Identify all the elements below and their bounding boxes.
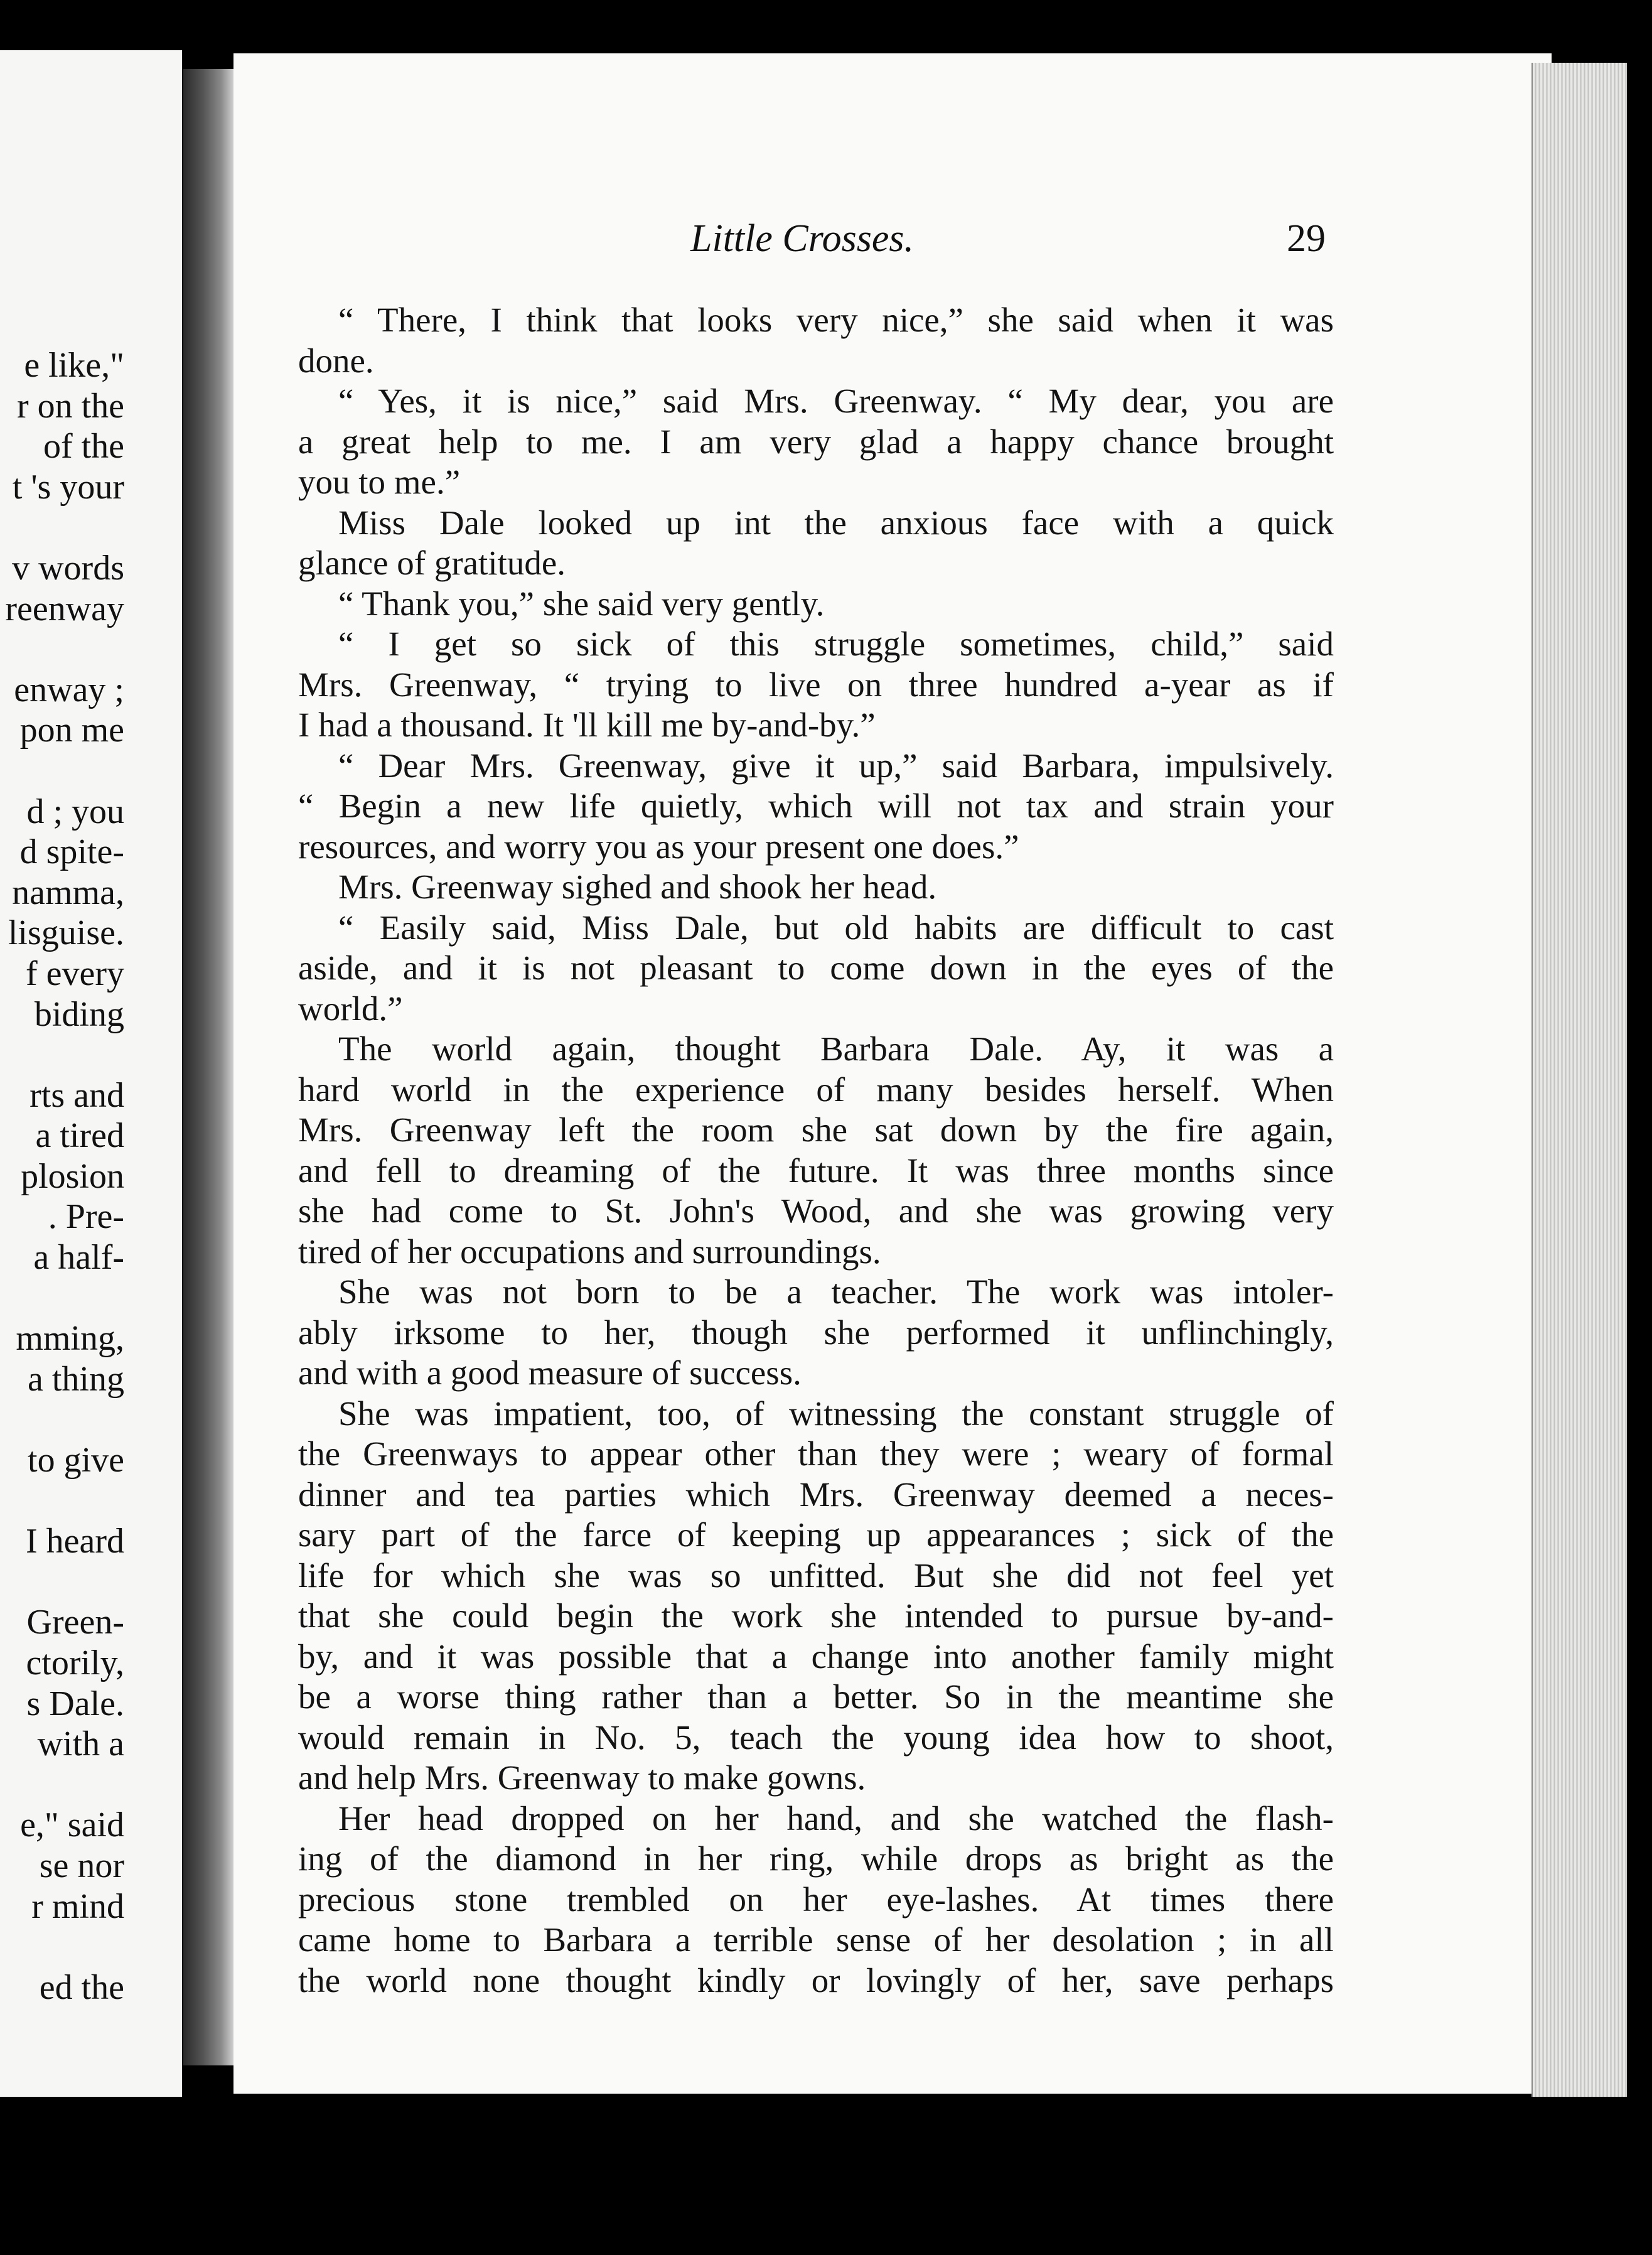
text-line: the Greenways to appear other than they were ; weary of formal	[298, 1434, 1334, 1473]
left-page-line: r on the	[16, 386, 124, 426]
left-page-line: namma,	[12, 873, 124, 912]
text-line: “ Dear Mrs. Greenway, give it up,” said Barbara, impulsively.	[338, 746, 1334, 785]
text-line: ably irksome to her, though she performed it unflinchingly,	[298, 1313, 1334, 1352]
left-page-line: f every	[25, 954, 124, 993]
running-header: Little Crosses.	[690, 217, 914, 260]
left-page-line: a thing	[28, 1359, 124, 1399]
left-page-text	[5, 345, 124, 2008]
text-line: precious stone trembled on her eye-lashes. At times there	[298, 1880, 1334, 1919]
text-line: “ I get so sick of this struggle sometimes, child,” said	[338, 625, 1334, 663]
text-line: “ Thank you,” she said very gently.	[338, 584, 825, 623]
text-line: done.	[298, 341, 374, 380]
text-line: resources, and worry you as your present one does.”	[298, 827, 1019, 866]
left-page-line: with a	[37, 1725, 124, 1764]
left-page-line	[5, 507, 124, 548]
left-page-line: e like,"	[24, 346, 124, 385]
text-line: ing of the diamond in her ring, while drops as bright as the	[298, 1839, 1334, 1878]
text-line: I had a thousand. It 'll kill me by-and-by.”	[298, 706, 876, 744]
page-edges	[1531, 63, 1627, 2097]
left-page-line: plosion	[21, 1156, 124, 1196]
left-page-line	[5, 1765, 124, 1806]
left-page-line: Green-	[26, 1603, 124, 1642]
left-page-line	[5, 751, 124, 792]
left-page-line: enway ;	[14, 670, 124, 709]
text-line: tired of her occupations and surroundings.	[298, 1232, 881, 1271]
left-page-line: mming,	[16, 1319, 124, 1359]
left-page-line: a half-	[33, 1238, 124, 1278]
left-page-line: v words	[12, 548, 124, 588]
text-line: and help Mrs. Greenway to make gowns.	[298, 1758, 866, 1797]
left-page-line: . Pre-	[48, 1197, 124, 1237]
left-page-line: lisguise.	[8, 913, 124, 953]
text-line: She was impatient, too, of witnessing the constant struggle of	[338, 1394, 1334, 1433]
text-line: Mrs. Greenway sighed and shook her head.	[338, 868, 937, 906]
left-page-line: d spite-	[19, 832, 124, 872]
left-page-line: e," said	[20, 1806, 124, 1845]
left-page-line: I heard	[25, 1522, 124, 1561]
left-page-line: r mind	[31, 1886, 124, 1926]
left-page-line: ed the	[39, 1967, 124, 2007]
left-page-line	[5, 1035, 124, 1075]
page-number: 29	[1287, 217, 1326, 260]
left-page-line: t 's your	[12, 467, 124, 507]
text-line: came home to Barbara a terrible sense of her desolation ; in all	[298, 1920, 1334, 1959]
text-line: by, and it was possible that a change into another family might	[298, 1637, 1334, 1676]
left-page-line	[5, 1927, 124, 1967]
left-page-line	[5, 1278, 124, 1319]
text-line: hard world in the experience of many besides herself. When	[298, 1070, 1334, 1109]
book-gutter	[183, 69, 233, 2065]
text-line: and fell to dreaming of the future. It was three months since	[298, 1151, 1334, 1190]
text-line: glance of gratitude.	[298, 544, 566, 582]
text-line: she had come to St. John's Wood, and she was growing very	[298, 1192, 1334, 1230]
text-line: you to me.”	[298, 463, 461, 501]
left-page-line: biding	[34, 994, 124, 1034]
left-page-line: of the	[43, 427, 124, 466]
left-page-line	[5, 1481, 124, 1522]
text-line: aside, and it is not pleasant to come down in the eyes of the	[298, 949, 1334, 987]
text-line: “ Yes, it is nice,” said Mrs. Greenway. “ My dear, you are	[338, 382, 1334, 420]
text-line: She was not born to be a teacher. The work was intoler-	[338, 1273, 1334, 1311]
left-page-line	[5, 1399, 124, 1440]
text-line: “ Easily said, Miss Dale, but old habits are difficult to cast	[338, 908, 1334, 947]
left-page-line: se nor	[39, 1846, 124, 1885]
body-text	[298, 300, 1334, 2001]
text-line: life for which she was so unfitted. But she did not feel yet	[298, 1556, 1334, 1595]
left-page-line: pon me	[19, 711, 124, 750]
text-line: a great help to me. I am very glad a happy chance brought	[298, 422, 1334, 461]
text-line: Miss Dale looked up int the anxious face with a quick	[338, 503, 1334, 542]
left-page-line: ctorily,	[26, 1644, 124, 1682]
left-page-line: d ; you	[26, 792, 124, 831]
left-page-line: reenway	[5, 589, 124, 628]
text-line: be a worse thing rather than a better. So in the meantime she	[298, 1677, 1334, 1716]
text-line: “ Begin a new life quietly, which will not tax and strain your	[298, 787, 1334, 825]
text-line: “ There, I think that looks very nice,” she said when it was	[338, 301, 1334, 339]
text-line: would remain in No. 5, teach the young idea how to shoot,	[298, 1718, 1334, 1757]
left-page-line: rts and	[30, 1075, 124, 1115]
left-page-line: s Dale.	[26, 1684, 124, 1723]
text-line: dinner and tea parties which Mrs. Greenway deemed a neces-	[298, 1475, 1334, 1514]
left-page-line	[5, 629, 124, 670]
left-page-line	[5, 1562, 124, 1603]
left-page	[0, 50, 182, 2097]
text-line: Her head dropped on her hand, and she watched the flash-	[338, 1799, 1334, 1838]
text-line: Mrs. Greenway left the room she sat down by the fire again,	[298, 1111, 1334, 1149]
text-line: Mrs. Greenway, “ trying to live on three hundred a-year as if	[298, 665, 1334, 704]
text-line: that she could begin the work she intended to pursue by-and-	[298, 1596, 1334, 1635]
left-page-line: a tired	[35, 1116, 124, 1156]
text-line: The world again, thought Barbara Dale. Ay, it was a	[338, 1030, 1334, 1068]
text-line: the world none thought kindly or lovingly of her, save perhaps	[298, 1961, 1334, 1999]
text-line: world.”	[298, 989, 403, 1028]
text-line: and with a good measure of success.	[298, 1354, 802, 1392]
left-page-line: to give	[28, 1441, 124, 1480]
text-line: sary part of the farce of keeping up appearances ; sick of the	[298, 1515, 1334, 1554]
